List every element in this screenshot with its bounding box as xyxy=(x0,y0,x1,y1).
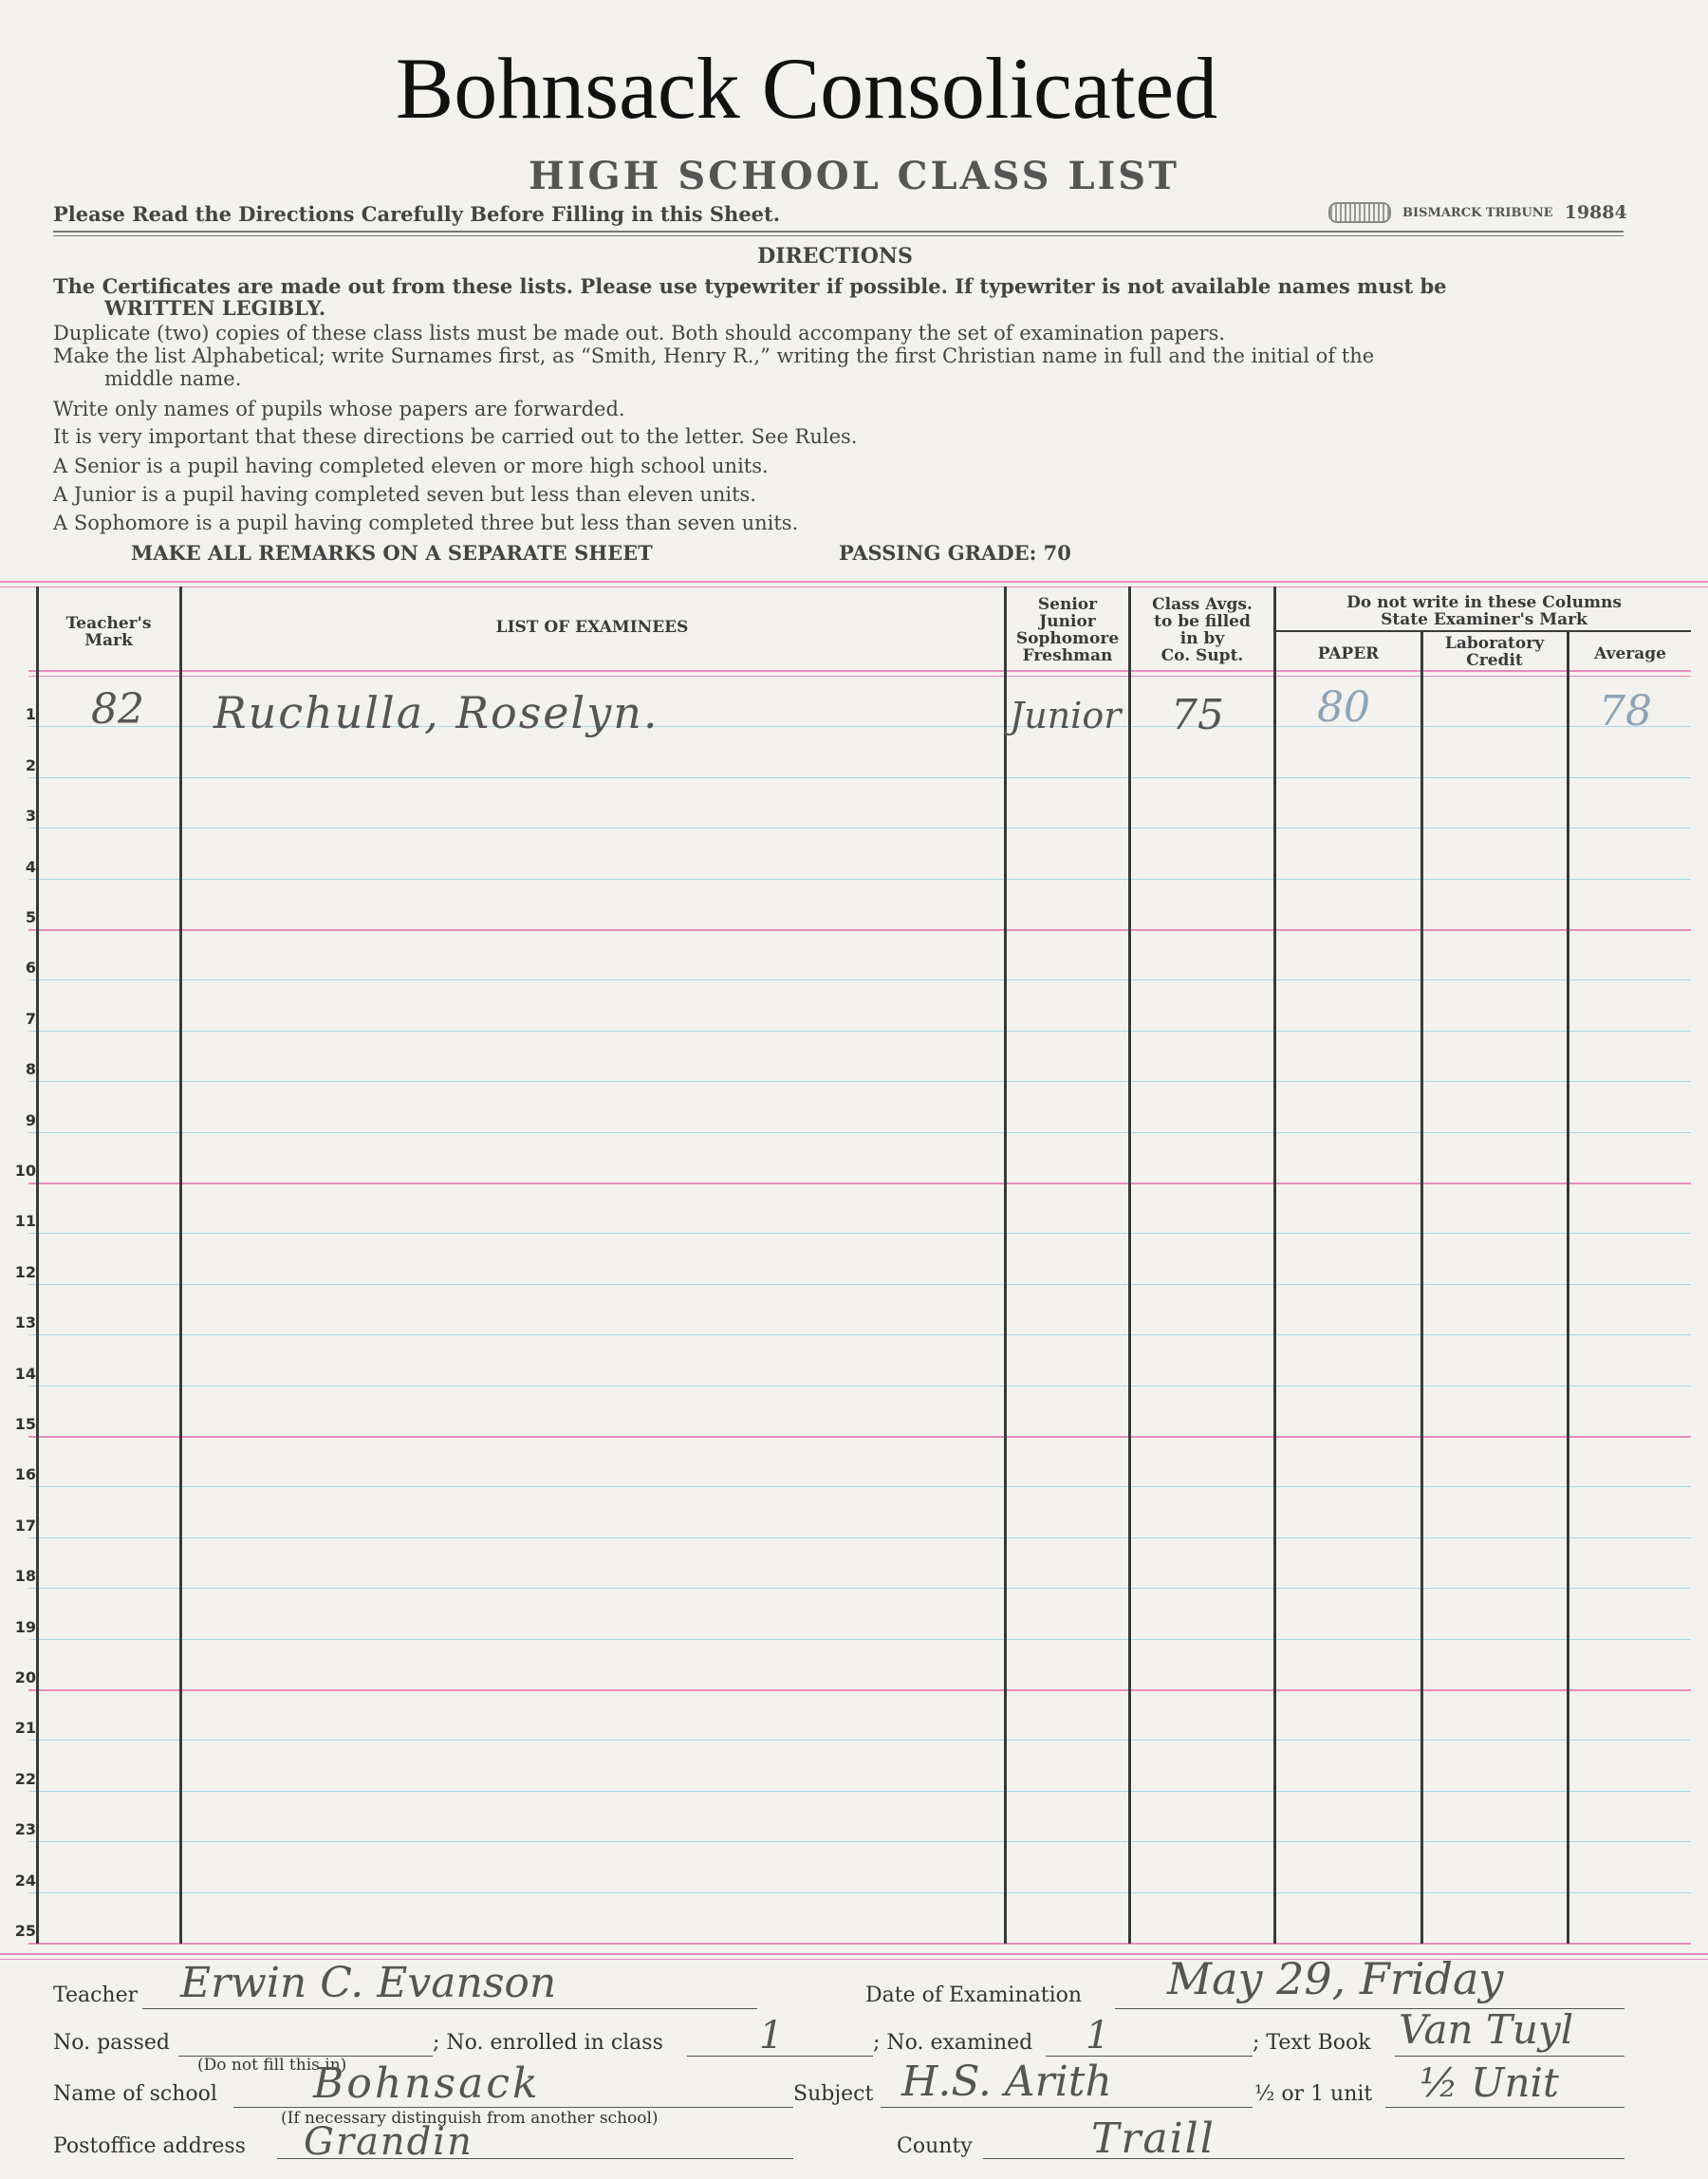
direction-line-3b: middle name. xyxy=(104,367,242,390)
row-1-class: Junior xyxy=(1010,695,1122,736)
ruled-line xyxy=(28,1386,1691,1387)
textbook-underline xyxy=(1395,2056,1624,2057)
subject-label: Subject xyxy=(793,2082,874,2106)
col-line-paper xyxy=(1420,632,1423,1944)
ruled-line xyxy=(28,1233,1691,1234)
directions-heading: DIRECTIONS xyxy=(757,244,913,269)
row-number: 7 xyxy=(25,1009,36,1028)
postoffice-label: Postoffice address xyxy=(53,2134,246,2158)
row-number: 6 xyxy=(25,959,36,978)
ruled-line xyxy=(28,1740,1691,1741)
ruled-line xyxy=(28,828,1691,829)
union-seal-icon xyxy=(1328,202,1391,223)
row-number: 21 xyxy=(14,1719,36,1738)
county-underline xyxy=(983,2158,1624,2159)
textbook-value: Van Tuyl xyxy=(1399,2006,1574,2053)
row-1-average: 78 xyxy=(1599,687,1652,736)
row-number: 2 xyxy=(25,755,36,774)
row-1-teacher-mark: 82 xyxy=(91,685,144,734)
col-line-lab xyxy=(1567,632,1569,1944)
header-lab-credit: Laboratory Credit xyxy=(1444,634,1545,670)
date-value: May 29, Friday xyxy=(1167,1953,1504,2004)
subject-underline xyxy=(881,2107,1253,2108)
direction-line-4: Write only names of pupils whose papers are forwarded. xyxy=(53,398,625,420)
school-title: Bohnsack Consolicated xyxy=(395,40,1218,137)
ruled-line xyxy=(28,1183,1691,1184)
row-number: 18 xyxy=(14,1567,36,1586)
ruled-line xyxy=(28,1943,1691,1945)
col-line-avgs xyxy=(1273,587,1276,1944)
remarks-note: MAKE ALL REMARKS ON A SEPARATE SHEET xyxy=(131,541,653,565)
header-class: Senior Junior Sophomore Freshman xyxy=(1015,595,1120,665)
teacher-signature: Erwin C. Evanson xyxy=(180,1959,557,2007)
ruled-line xyxy=(28,979,1691,980)
direction-line-2: Duplicate (two) copies of these class lists must be made out. Both should accompany the set of examination papers. xyxy=(53,322,1226,345)
direction-line-8: A Sophomore is a pupil having completed three but less than seven units. xyxy=(53,512,799,534)
ruled-line xyxy=(28,1537,1691,1538)
examined-value: 1 xyxy=(1086,2014,1110,2058)
col-line-left xyxy=(36,587,39,1944)
passed-note: (Do not fill this in) xyxy=(197,2056,347,2075)
examined-label: ; No. examined xyxy=(873,2031,1033,2055)
row-number: 1 xyxy=(25,705,36,724)
row-number: 23 xyxy=(14,1820,36,1839)
subject-value: H.S. Arith xyxy=(901,2058,1112,2106)
enrolled-value: 1 xyxy=(759,2014,784,2058)
ruled-line xyxy=(28,1436,1691,1438)
publisher-name: BISMARCK TRIBUNE xyxy=(1402,205,1553,220)
direction-line-3: Make the list Alphabetical; write Surnames first, as “Smith, Henry R.,” writing the first Christian name in full and the initial of the xyxy=(53,345,1375,367)
row-number: 13 xyxy=(14,1313,36,1332)
state-subheader-line xyxy=(1275,630,1691,632)
ruled-line xyxy=(28,929,1691,931)
ruled-line xyxy=(28,777,1691,778)
header-class-avgs: Class Avgs. to be filled in by Co. Supt. xyxy=(1152,595,1253,665)
header-bottom-line xyxy=(28,670,1691,672)
row-number: 4 xyxy=(25,857,36,876)
ruled-line xyxy=(28,1791,1691,1792)
header-rule xyxy=(53,231,1624,233)
textbook-label: ; Text Book xyxy=(1253,2031,1371,2055)
row-number: 17 xyxy=(14,1516,36,1535)
passing-grade: PASSING GRADE: 70 xyxy=(839,541,1071,565)
row-number: 5 xyxy=(25,908,36,926)
row-number: 3 xyxy=(25,807,36,826)
row-number: 25 xyxy=(14,1922,36,1940)
row-number: 15 xyxy=(14,1415,36,1433)
header-average: Average xyxy=(1594,644,1666,663)
ruled-line xyxy=(28,1334,1691,1335)
row-1-class-avg: 75 xyxy=(1171,691,1224,739)
ruled-line xyxy=(28,1284,1691,1285)
ruled-line xyxy=(28,1588,1691,1589)
school-label: Name of school xyxy=(53,2082,217,2106)
direction-line-1b: WRITTEN LEGIBLY. xyxy=(104,296,326,320)
ruled-line xyxy=(28,1081,1691,1082)
header-paper: PAPER xyxy=(1317,644,1380,663)
form-number: 19884 xyxy=(1564,202,1627,223)
row-number: 10 xyxy=(14,1162,36,1180)
ruled-line xyxy=(28,879,1691,880)
table-top-line xyxy=(0,581,1708,583)
row-number: 8 xyxy=(25,1060,36,1079)
row-number: 22 xyxy=(14,1769,36,1788)
direction-line-5: It is very important that these directions be carried out to the letter. See Rules. xyxy=(53,425,858,448)
postoffice-value: Grandin xyxy=(304,2120,473,2164)
unit-underline xyxy=(1385,2107,1624,2108)
direction-line-6: A Senior is a pupil having completed eleven or more high school units. xyxy=(53,455,769,477)
row-number: 19 xyxy=(14,1617,36,1636)
teacher-label: Teacher xyxy=(53,1983,139,2007)
row-1-paper: 80 xyxy=(1317,683,1370,732)
col-line-teacher xyxy=(179,587,182,1944)
row-number: 11 xyxy=(14,1212,36,1231)
teacher-underline xyxy=(142,2008,757,2009)
col-line-class xyxy=(1128,587,1131,1944)
county-label: County xyxy=(897,2134,973,2158)
header-bottom-line-2 xyxy=(28,676,1691,677)
form-title: HIGH SCHOOL CLASS LIST xyxy=(529,154,1179,198)
header-state-examiner: Do not write in these Columns State Examiner's Mark xyxy=(1346,593,1622,629)
school-value: Bohnsack xyxy=(313,2059,541,2108)
school-note: (If necessary distinguish from another school) xyxy=(281,2109,659,2128)
examined-underline xyxy=(1046,2056,1253,2057)
ruled-line xyxy=(28,1689,1691,1691)
row-number: 14 xyxy=(14,1364,36,1383)
row-number: 20 xyxy=(14,1668,36,1686)
ruled-line xyxy=(28,1132,1691,1133)
please-read-note: Please Read the Directions Carefully Before Filling in this Sheet. xyxy=(53,202,781,226)
header-examinees: LIST OF EXAMINEES xyxy=(495,618,689,637)
col-line-examinees xyxy=(1004,587,1007,1944)
direction-line-1: The Certificates are made out from these lists. Please use typewriter if possible. If typewriter is not available names must be xyxy=(53,274,1447,298)
ruled-line xyxy=(28,1892,1691,1893)
county-value: Traill xyxy=(1091,2114,1216,2163)
direction-line-7: A Junior is a pupil having completed seven but less than eleven units. xyxy=(53,483,756,506)
header-rule-thin xyxy=(53,235,1624,236)
passed-label: No. passed xyxy=(53,2031,170,2055)
ruled-line xyxy=(28,1841,1691,1842)
row-number: 16 xyxy=(14,1465,36,1484)
publisher-stamp xyxy=(1328,202,1627,223)
row-number: 24 xyxy=(14,1871,36,1890)
unit-label: ½ or 1 unit xyxy=(1254,2082,1373,2106)
row-number: 12 xyxy=(14,1262,36,1281)
row-1-examinee-name: Ruchulla, Roselyn. xyxy=(214,687,659,738)
row-number: 9 xyxy=(25,1110,36,1129)
header-teacher-mark: Teacher's Mark xyxy=(65,614,152,650)
unit-value: ½ Unit xyxy=(1420,2059,1559,2106)
ruled-line xyxy=(28,1486,1691,1487)
ruled-line xyxy=(28,1639,1691,1640)
ruled-line xyxy=(28,1031,1691,1032)
date-label: Date of Examination xyxy=(865,1983,1083,2007)
enrolled-label: ; No. enrolled in class xyxy=(433,2031,663,2055)
